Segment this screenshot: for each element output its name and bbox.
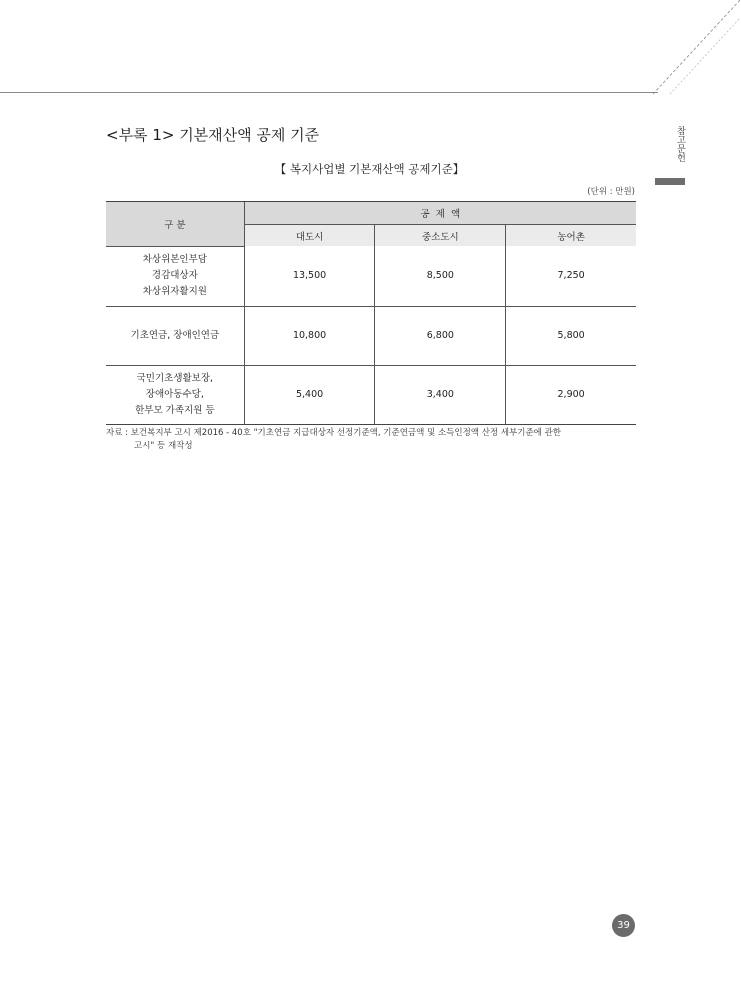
row-category bbox=[106, 246, 244, 306]
table-row bbox=[106, 306, 636, 365]
table-caption-text: 【 복지사업별 기본재산액 공제기준】 bbox=[274, 162, 465, 176]
cell-city: 6,800 bbox=[375, 306, 506, 365]
row-category-line: 국민기초생활보장, bbox=[136, 372, 214, 384]
cell-metro: 5,400 bbox=[244, 365, 375, 424]
cell-rural: 2,900 bbox=[506, 365, 636, 424]
category-header: 구 분 bbox=[106, 202, 244, 247]
table-row bbox=[106, 246, 636, 306]
column-header-metro: 대도시 bbox=[244, 225, 375, 247]
cell-metro: 13,500 bbox=[244, 246, 375, 306]
page-number-badge: 39 bbox=[612, 914, 635, 937]
row-category-line: 한부모 가족지원 등 bbox=[135, 404, 215, 416]
row-category-line: 기초연금, 장애인연금 bbox=[130, 329, 220, 341]
appendix-heading: <부록 1> 기본재산액 공제 기준 bbox=[106, 126, 320, 144]
deduction-group-header: 공 제 액 bbox=[244, 202, 636, 225]
unit-note: (단위 : 만원) bbox=[587, 187, 635, 197]
cell-metro: 10,800 bbox=[244, 306, 375, 365]
row-category-line: 경감대상자 bbox=[151, 270, 198, 281]
header-rule bbox=[0, 92, 658, 93]
deduction-table bbox=[106, 201, 636, 425]
column-header-city: 중소도시 bbox=[375, 225, 506, 247]
cell-rural: 5,800 bbox=[506, 306, 636, 365]
table-caption bbox=[0, 161, 741, 177]
cell-rural: 7,250 bbox=[506, 246, 636, 306]
corner-dashed-line bbox=[650, 0, 741, 96]
cell-city: 8,500 bbox=[375, 246, 506, 306]
table-row bbox=[106, 365, 636, 424]
row-category bbox=[106, 365, 244, 424]
cell-city: 3,400 bbox=[375, 365, 506, 424]
source-note bbox=[106, 427, 638, 453]
side-tab-marker bbox=[655, 178, 685, 185]
row-category-line: 차상위본인부담 bbox=[142, 254, 207, 265]
source-line: 고시" 등 재작성 bbox=[134, 441, 193, 451]
source-line: 자료 : 보건복지부 고시 제2016 - 40호 "기초연금 지급대상자 선정기준액, 기준연금액 및 소득인정액 산정 세부기준에 관한 bbox=[106, 428, 562, 438]
column-header-rural: 농어촌 bbox=[506, 225, 636, 247]
row-category-line: 차상위자활지원 bbox=[142, 286, 207, 297]
row-category-line: 장애아동수당, bbox=[145, 388, 204, 400]
side-section-tab: 참고문헌 bbox=[675, 126, 685, 162]
row-category bbox=[106, 306, 244, 365]
